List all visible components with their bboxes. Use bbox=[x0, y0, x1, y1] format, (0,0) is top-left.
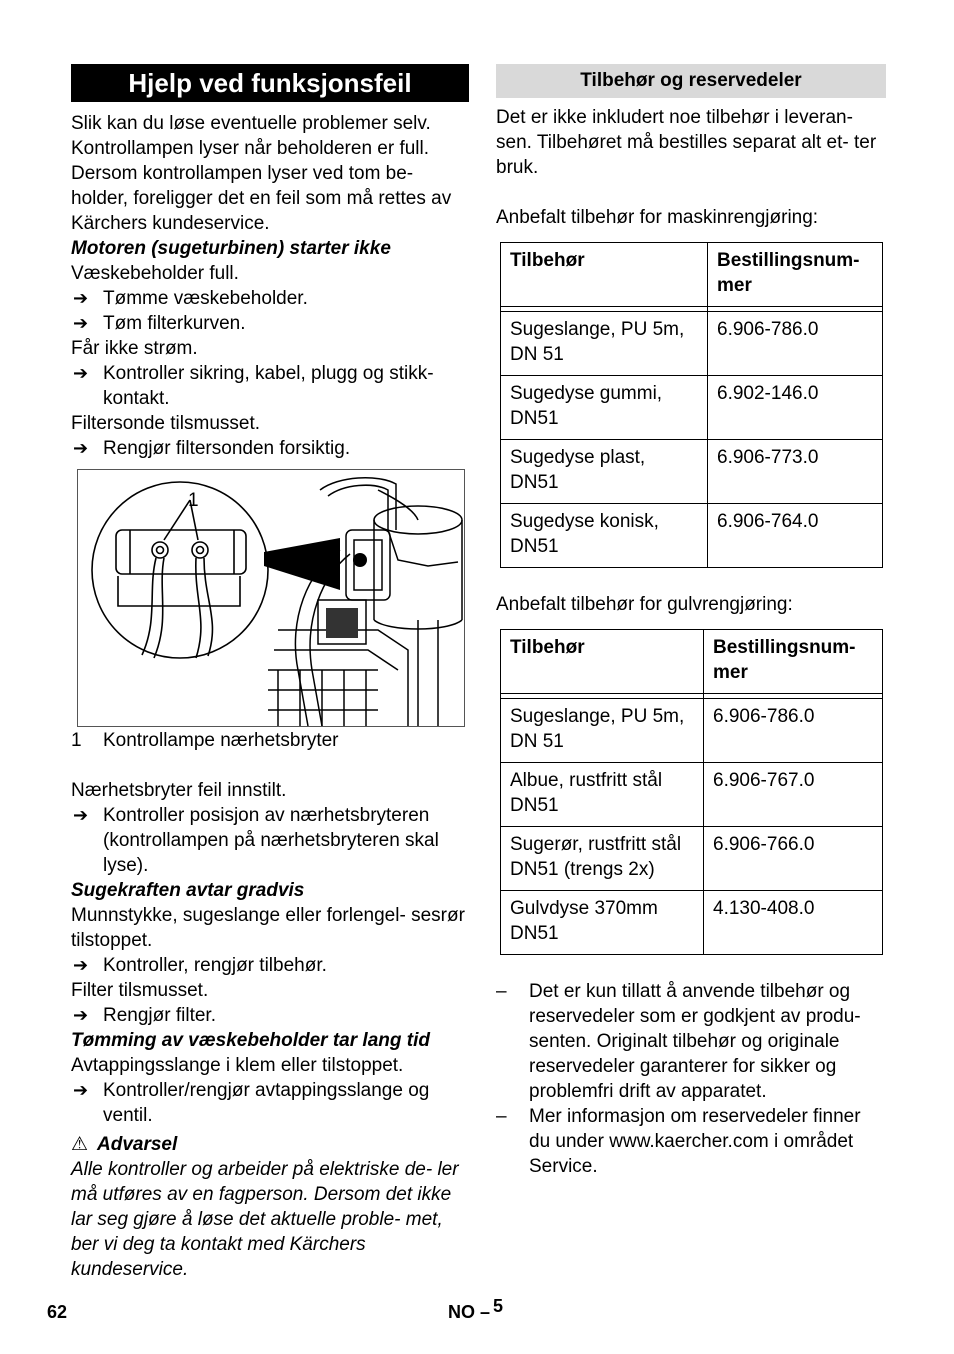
fault-text: Nærhetsbryter feil innstilt. bbox=[71, 780, 287, 801]
arrow-right-icon: ➔ bbox=[73, 313, 89, 333]
step-text: Kontroller/rengjør avtappingsslange og ventil. bbox=[103, 1080, 430, 1126]
callout-pointer bbox=[264, 538, 340, 590]
action-step bbox=[71, 286, 469, 311]
step-text: Kontroller sikring, kabel, plugg og stikk- kontakt. bbox=[103, 363, 434, 409]
control-box bbox=[326, 608, 358, 638]
table-cell: Sugeslange, PU 5m, DN 51 bbox=[501, 312, 708, 376]
table-row bbox=[501, 763, 883, 827]
illustration-proximity-switch bbox=[77, 469, 465, 727]
fault-text: Munnstykke, sugeslange eller forlengel- sesrør tilstoppet. bbox=[71, 905, 465, 951]
detail-circle bbox=[92, 482, 268, 658]
step-text: Tømme væskebeholder. bbox=[103, 288, 308, 309]
dash-bullet: – bbox=[496, 1106, 507, 1127]
table-row bbox=[501, 504, 883, 568]
accessories-table-floor bbox=[500, 629, 883, 955]
table-row bbox=[501, 827, 883, 891]
note-text: Mer informasjon om reservedeler finner du under www.kaercher.com i området Service. bbox=[529, 1106, 861, 1177]
footer-language bbox=[448, 1296, 504, 1325]
dash-bullet: – bbox=[496, 981, 507, 1002]
arrow-right-icon: ➔ bbox=[73, 363, 89, 383]
table-cell: 6.906-786.0 bbox=[708, 312, 883, 376]
caption-text: Kontrollampe nærhetsbryter bbox=[103, 730, 339, 751]
arrow-right-icon: ➔ bbox=[73, 1005, 89, 1025]
table-cell: 4.130-408.0 bbox=[704, 891, 883, 955]
action-step bbox=[71, 1078, 469, 1128]
action-step bbox=[71, 803, 469, 878]
table-row bbox=[501, 891, 883, 955]
table-header-cell: Bestillingsnum- mer bbox=[704, 630, 883, 694]
machine-illustration bbox=[78, 470, 464, 726]
table-cell: Sugerør, rustfritt stål DN51 (trengs 2x) bbox=[501, 827, 704, 891]
accessories-intro: Det er ikke inkludert noe tilbehør i leveran- sen. Tilbehøret må bestilles separat alt et- ter bruk. bbox=[496, 107, 877, 178]
table-cell: Gulvdyse 370mm DN51 bbox=[501, 891, 704, 955]
table-cell: 6.906-786.0 bbox=[704, 699, 883, 763]
table-cell: 6.906-764.0 bbox=[708, 504, 883, 568]
subheading-motor: Motoren (sugeturbinen) starter ikke bbox=[71, 238, 391, 259]
table-row bbox=[501, 312, 883, 376]
table-row bbox=[501, 699, 883, 763]
table-header-cell: Bestillingsnum- mer bbox=[708, 243, 883, 307]
table-cell: Sugedyse plast, DN51 bbox=[501, 440, 708, 504]
left-column bbox=[71, 64, 469, 1282]
arrow-right-icon: ➔ bbox=[73, 438, 89, 458]
table1-label: Anbefalt tilbehør for maskinrengjøring: bbox=[496, 207, 819, 228]
arrow-right-icon: ➔ bbox=[73, 955, 89, 975]
table-cell: 6.906-766.0 bbox=[704, 827, 883, 891]
subheading-suction: Sugekraften avtar gradvis bbox=[71, 880, 305, 901]
section-title-troubleshooting: Hjelp ved funksjonsfeil bbox=[71, 64, 469, 102]
table-header-cell: Tilbehør bbox=[501, 630, 704, 694]
section-page-number: 5 bbox=[493, 1296, 504, 1316]
table-cell: Sugedyse gummi, DN51 bbox=[501, 376, 708, 440]
fault-text: Filtersonde tilsmusset. bbox=[71, 413, 261, 434]
step-text: Tøm filterkurven. bbox=[103, 313, 246, 334]
fault-text: Får ikke strøm. bbox=[71, 338, 198, 359]
warning-triangle-icon: ⚠ bbox=[71, 1134, 89, 1155]
table2-label: Anbefalt tilbehør for gulvrengjøring: bbox=[496, 594, 793, 615]
table-header-cell: Tilbehør bbox=[501, 243, 708, 307]
detail-sensor-bar bbox=[116, 530, 246, 574]
note-text: Det er kun tillatt å anvende tilbehør og reservedeler som er godkjent av produ- senten. Originalt tilbehør og originale reservedeler garanterer for sikker og problemfri drift av apparatet. bbox=[529, 981, 861, 1102]
right-column bbox=[496, 64, 886, 1179]
warning-title: Advarsel bbox=[97, 1134, 178, 1155]
figure-label: 1 bbox=[188, 490, 199, 511]
warning-heading bbox=[71, 1132, 469, 1157]
action-step bbox=[71, 1003, 469, 1028]
table-cell: Sugeslange, PU 5m, DN 51 bbox=[501, 699, 704, 763]
fault-text: Filter tilsmusset. bbox=[71, 980, 209, 1001]
page-number: 62 bbox=[47, 1302, 68, 1322]
footer-separator: – bbox=[480, 1302, 491, 1322]
action-step bbox=[71, 361, 469, 411]
warning-text: Alle kontroller og arbeider på elektriske de- ler må utføres av en fagperson. Dersom det ikke lar seg gjøre å løse det aktuelle proble- met, ber vi deg ta kontakt med Kärchers kundeservice. bbox=[71, 1159, 459, 1280]
figure-caption bbox=[71, 728, 469, 753]
proximity-switch bbox=[353, 553, 367, 567]
step-text: Kontroller posisjon av nærhetsbryteren (kontrollampen på nærhetsbryteren skal lyse). bbox=[103, 805, 439, 876]
table-row bbox=[501, 440, 883, 504]
table-header-row bbox=[501, 630, 883, 694]
table-cell: 6.906-773.0 bbox=[708, 440, 883, 504]
arrow-right-icon: ➔ bbox=[73, 288, 89, 308]
table-cell: 6.906-767.0 bbox=[704, 763, 883, 827]
step-text: Rengjør filter. bbox=[103, 1005, 216, 1026]
subheading-draining: Tømming av væskebeholder tar lang tid bbox=[71, 1030, 430, 1051]
table-row bbox=[501, 376, 883, 440]
note-item bbox=[496, 1104, 886, 1179]
step-text: Kontroller, rengjør tilbehør. bbox=[103, 955, 327, 976]
arrow-right-icon: ➔ bbox=[73, 1080, 89, 1100]
table-cell: Albue, rustfritt stål DN51 bbox=[501, 763, 704, 827]
table-header-row bbox=[501, 243, 883, 307]
step-text: Rengjør filtersonden forsiktig. bbox=[103, 438, 351, 459]
table-cell: Sugedyse konisk, DN51 bbox=[501, 504, 708, 568]
fault-text: Avtappingsslange i klem eller tilstoppet. bbox=[71, 1055, 404, 1076]
fault-text: Væskebeholder full. bbox=[71, 263, 239, 284]
arrow-right-icon: ➔ bbox=[73, 805, 89, 825]
action-step bbox=[71, 436, 469, 461]
accessories-table-machine bbox=[500, 242, 883, 568]
section-title-accessories: Tilbehør og reservedeler bbox=[496, 64, 886, 98]
intro-text: Slik kan du løse eventuelle problemer selv. Kontrollampen lyser når beholderen er full. Dersom kontrollampen lyser ved tom be- holder, foreligger det en feil som må rettes av Kärchers kundeservice. bbox=[71, 113, 452, 234]
caption-number: 1 bbox=[71, 730, 82, 751]
table-cell: 6.902-146.0 bbox=[708, 376, 883, 440]
note-item bbox=[496, 979, 886, 1104]
action-step bbox=[71, 311, 469, 336]
language-code: NO bbox=[448, 1302, 475, 1322]
action-step bbox=[71, 953, 469, 978]
